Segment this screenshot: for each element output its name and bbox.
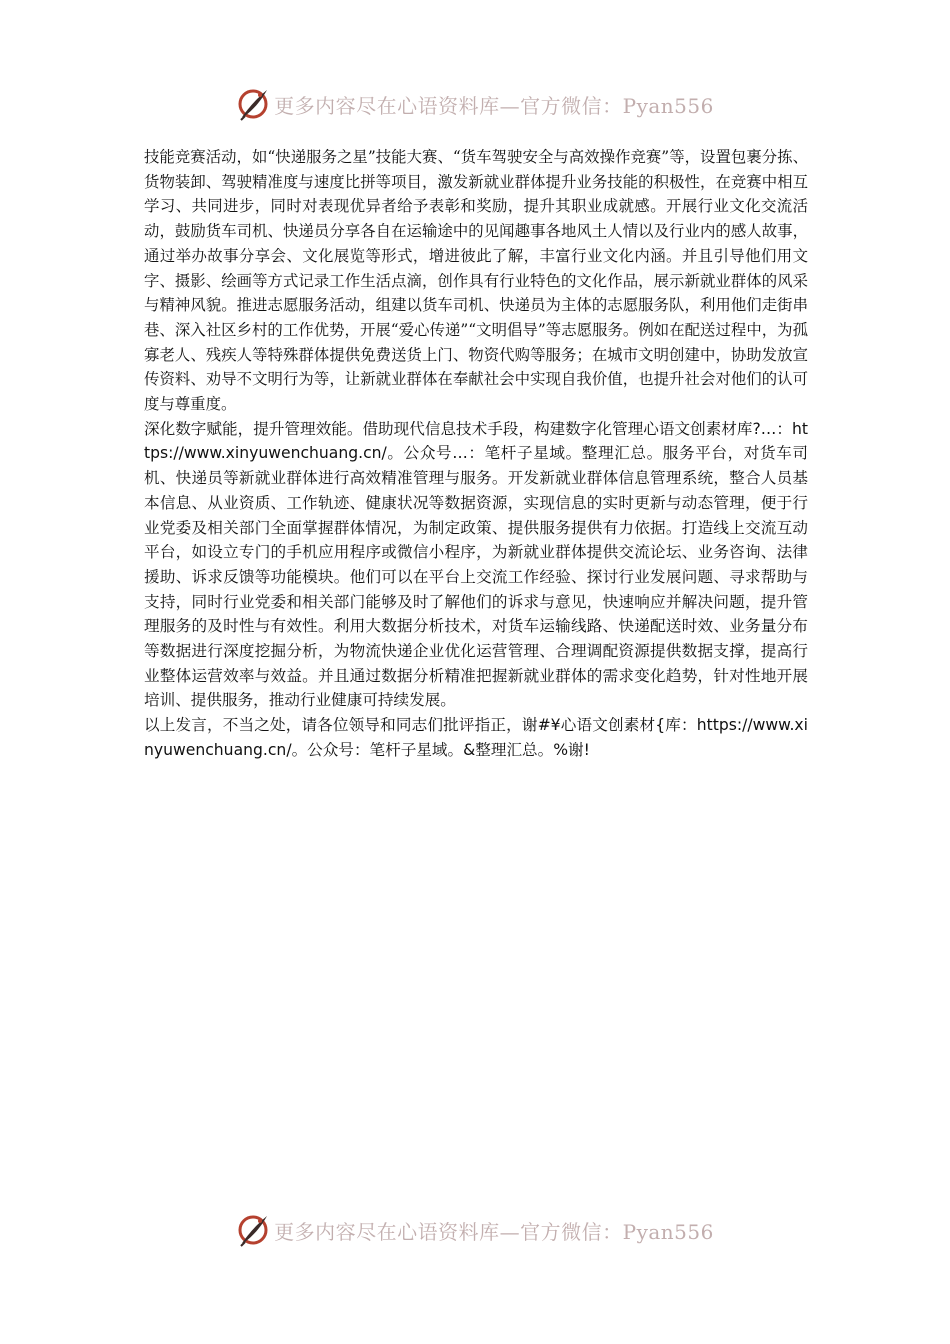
- header-banner: [0, 84, 950, 124]
- header-banner-text: 更多内容尽在心语资料库—官方微信：Pyan556: [274, 93, 714, 118]
- paragraph-closing-remarks: 以上发言，不当之处，请各位领导和同志们批评指正，谢#¥心语文创素材{库：https://www.xinyuwenchuang.cn/。公众号：笔杆子星域。&整理汇总。%谢!: [144, 716, 808, 759]
- paragraph-digital-empowerment: 深化数字赋能，提升管理效能。借助现代信息技术手段，构建数字化管理心语文创素材库?…：https://www.xinyuwenchuang.cn/。公众号…：笔杆子星域。整理汇总。服务平台，对货车司机、快递员等新就业群体进行高效精准管理与服务。开发新就业群体信息管理系统，整合人员基本信息、从业资质、工作轨迹、健康状况等数据资源，实现信息的实时更新与动态管理，便于行业党委及相关部门全面掌握群体情况，为制定政策、提供服务提供有力依据。打造线上交流互动平台，如设立专门的手机应用程序或微信小程序，为新就业群体提供交流论坛、业务咨询、法律援助、诉求反馈等功能模块。他们可以在平台上交流工作经验、探讨行业发展问题、寻求帮助与支持，同时行业党委和相关部门能够及时了解他们的诉求与意见，快速响应并解决问题，提升管理服务的及时性与有效性。利用大数据分析技术，对货车运输线路、快递配送时效、业务量分布等数据进行深度挖掘分析，为物流快递企业优化运营管理、合理调配资源提供数据支撑，提高行业整体运营效率与效益。并且通过数据分析精准把握新就业群体的需求变化趋势，针对性地开展培训、提供服务，推动行业健康可持续发展。: [144, 419, 808, 710]
- quill-pen-logo-icon: [236, 87, 270, 121]
- quill-pen-logo-icon: [236, 1213, 270, 1247]
- paragraph-volunteer-culture: 技能竞赛活动，如“快递服务之星”技能大赛、“货车驾驶安全与高效操作竞赛”等，设置包裹分拣、货物装卸、驾驶精准度与速度比拼等项目，激发新就业群体提升业务技能的积极性，在竞赛中相互学习、共同进步，同时对表现优异者给予表彰和奖励，提升其职业成就感。开展行业文化交流活动，鼓励货车司机、快递员分享各自在运输途中的见闻趣事各地风土人情以及行业内的感人故事，通过举办故事分享会、文化展览等形式，增进彼此了解，丰富行业文化内涵。并且引导他们用文字、摄影、绘画等方式记录工作生活点滴，创作具有行业特色的文化作品，展示新就业群体的风采与精神风貌。推进志愿服务活动，组建以货车司机、快递员为主体的志愿服务队，利用他们走街串巷、深入社区乡村的工作优势，开展“爱心传递”“文明倡导”等志愿服务。例如在配送过程中，为孤寡老人、残疾人等特殊群体提供免费送货上门、物资代购等服务；在城市文明创建中，协助发放宣传资料、劝导不文明行为等，让新就业群体在奉献社会中实现自我价值，也提升社会对他们的认可度与尊重度。: [144, 148, 808, 414]
- footer-banner-text: 更多内容尽在心语资料库—官方微信：Pyan556: [274, 1219, 714, 1244]
- footer-banner: [0, 1210, 950, 1250]
- document-body: [144, 145, 808, 763]
